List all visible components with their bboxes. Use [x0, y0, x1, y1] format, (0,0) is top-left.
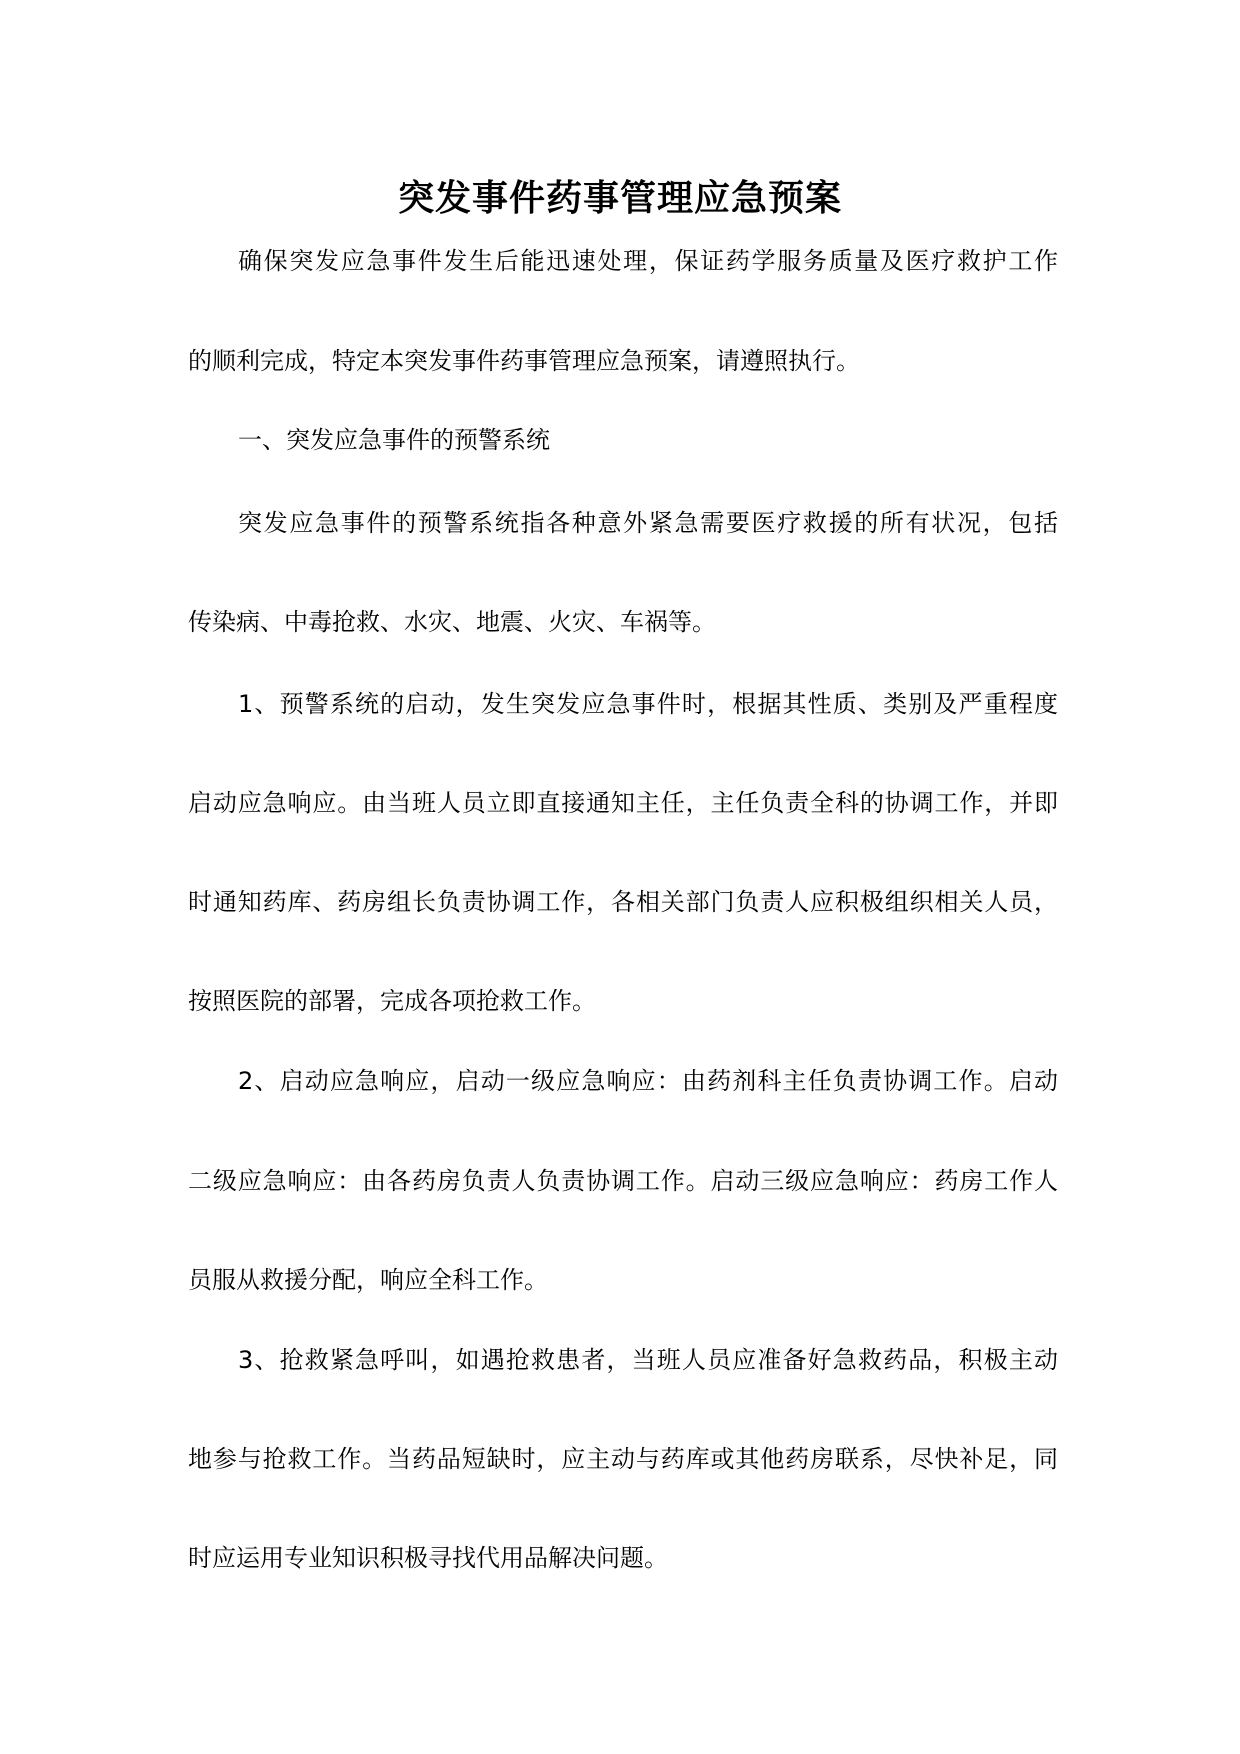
paragraph-line: 2、启动应急响应，启动一级应急响应：由药剂科主任负责协调工作。启动 [238, 1067, 1058, 1095]
paragraph-line: 启动应急响应。由当班人员立即直接通知主任，主任负责全科的协调工作，并即 [188, 789, 1058, 817]
section-heading: 一、突发应急事件的预警系统 [238, 426, 550, 454]
paragraph-line: 时应运用专业知识积极寻找代用品解决问题。 [188, 1544, 668, 1572]
paragraph-line: 按照医院的部署，完成各项抢救工作。 [188, 987, 596, 1015]
paragraph-line: 时通知药库、药房组长负责协调工作，各相关部门负责人应积极组织相关人员， [188, 888, 1058, 916]
paragraph-line: 1、预警系统的启动，发生突发应急事件时，根据其性质、类别及严重程度 [238, 690, 1058, 718]
paragraph-line: 二级应急响应：由各药房负责人负责协调工作。启动三级应急响应：药房工作人 [188, 1167, 1058, 1195]
paragraph-line: 员服从救援分配，响应全科工作。 [188, 1266, 548, 1294]
paragraph-line: 3、抢救紧急呼叫，如遇抢救患者，当班人员应准备好急救药品，积极主动 [238, 1346, 1058, 1374]
paragraph-line: 地参与抢救工作。当药品短缺时，应主动与药库或其他药房联系，尽快补足，同 [188, 1445, 1058, 1473]
paragraph-line: 传染病、中毒抢救、水灾、地震、火灾、车祸等。 [188, 608, 716, 636]
paragraph-line: 突发应急事件的预警系统指各种意外紧急需要医疗救援的所有状况，包括 [238, 509, 1058, 537]
paragraph-line: 的顺利完成，特定本突发事件药事管理应急预案，请遵照执行。 [188, 347, 860, 375]
paragraph-line: 确保突发应急事件发生后能迅速处理，保证药学服务质量及医疗救护工作 [238, 247, 1058, 275]
document-title: 突发事件药事管理应急预案 [397, 178, 842, 219]
